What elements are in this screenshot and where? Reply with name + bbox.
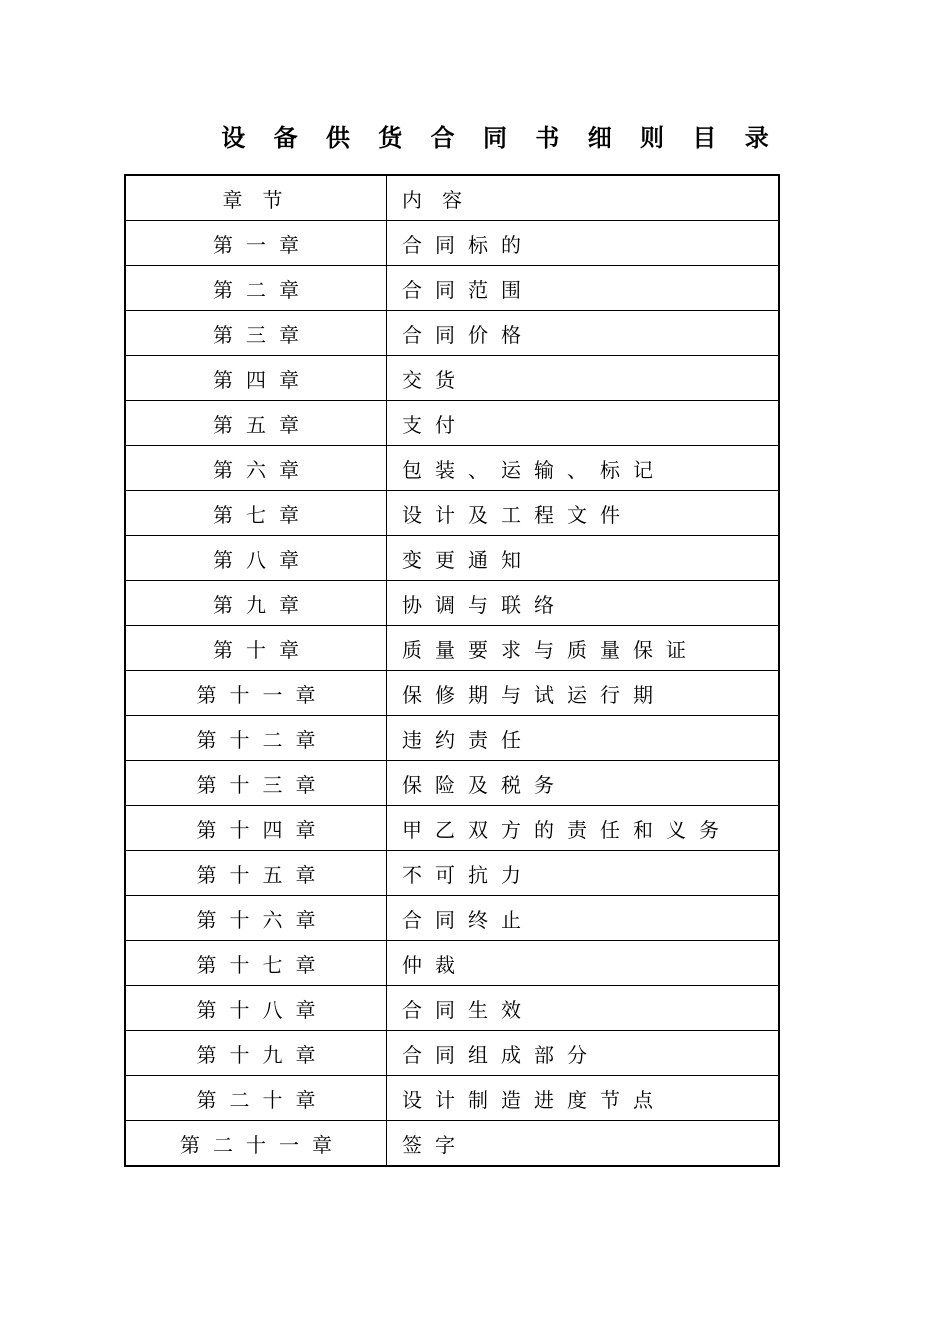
table-row xyxy=(125,581,779,626)
table-row xyxy=(125,1121,779,1167)
table-row xyxy=(125,851,779,896)
content-cell: 签字 xyxy=(387,1121,780,1167)
chapter-cell: 第八章 xyxy=(125,536,387,581)
table-row xyxy=(125,941,779,986)
chapter-cell: 第十一章 xyxy=(125,671,387,716)
content-cell: 质量要求与质量保证 xyxy=(387,626,780,671)
table-row xyxy=(125,491,779,536)
table-row xyxy=(125,356,779,401)
content-cell: 违约责任 xyxy=(387,716,780,761)
content-cell: 甲乙双方的责任和义务 xyxy=(387,806,780,851)
chapter-cell: 第十五章 xyxy=(125,851,387,896)
chapter-cell: 第十九章 xyxy=(125,1031,387,1076)
chapter-cell: 第十七章 xyxy=(125,941,387,986)
chapter-cell: 第七章 xyxy=(125,491,387,536)
header-content-cell: 内容 xyxy=(387,175,780,221)
content-cell: 仲裁 xyxy=(387,941,780,986)
table-row xyxy=(125,1031,779,1076)
table-row xyxy=(125,671,779,716)
table-row xyxy=(125,536,779,581)
content-cell: 保险及税务 xyxy=(387,761,780,806)
chapter-cell: 第十章 xyxy=(125,626,387,671)
chapter-cell: 第十三章 xyxy=(125,761,387,806)
header-chapter-cell: 章节 xyxy=(125,175,387,221)
content-cell: 合同标的 xyxy=(387,221,780,266)
content-cell: 合同生效 xyxy=(387,986,780,1031)
chapter-cell: 第六章 xyxy=(125,446,387,491)
table-row xyxy=(125,1076,779,1121)
page-title: 设 备 供 货 合 同 书 细 则 目 录 xyxy=(221,124,779,152)
content-cell: 合同价格 xyxy=(387,311,780,356)
table-row xyxy=(125,446,779,491)
content-cell: 合同范围 xyxy=(387,266,780,311)
content-cell: 合同组成部分 xyxy=(387,1031,780,1076)
chapter-cell: 第三章 xyxy=(125,311,387,356)
table-row xyxy=(125,761,779,806)
chapter-cell: 第五章 xyxy=(125,401,387,446)
table-row xyxy=(125,986,779,1031)
content-cell: 不可抗力 xyxy=(387,851,780,896)
toc-table xyxy=(124,174,780,1167)
chapter-cell: 第二章 xyxy=(125,266,387,311)
chapter-cell: 第九章 xyxy=(125,581,387,626)
table-row xyxy=(125,716,779,761)
chapter-cell: 第十六章 xyxy=(125,896,387,941)
table-row xyxy=(125,221,779,266)
chapter-cell: 第十八章 xyxy=(125,986,387,1031)
content-cell: 设计及工程文件 xyxy=(387,491,780,536)
toc-table-body xyxy=(125,175,779,1166)
chapter-cell: 第四章 xyxy=(125,356,387,401)
table-row xyxy=(125,896,779,941)
table-row xyxy=(125,806,779,851)
content-cell: 协调与联络 xyxy=(387,581,780,626)
content-cell: 交货 xyxy=(387,356,780,401)
chapter-cell: 第一章 xyxy=(125,221,387,266)
content-cell: 支付 xyxy=(387,401,780,446)
content-cell: 保修期与试运行期 xyxy=(387,671,780,716)
content-cell: 合同终止 xyxy=(387,896,780,941)
chapter-cell: 第十二章 xyxy=(125,716,387,761)
content-cell: 包装、运输、标记 xyxy=(387,446,780,491)
content-cell: 变更通知 xyxy=(387,536,780,581)
table-row xyxy=(125,626,779,671)
chapter-cell: 第二十章 xyxy=(125,1076,387,1121)
table-row xyxy=(125,311,779,356)
table-row xyxy=(125,266,779,311)
table-row xyxy=(125,401,779,446)
chapter-cell: 第十四章 xyxy=(125,806,387,851)
content-cell: 设计制造进度节点 xyxy=(387,1076,780,1121)
chapter-cell: 第二十一章 xyxy=(125,1121,387,1167)
table-header-row xyxy=(125,175,779,221)
